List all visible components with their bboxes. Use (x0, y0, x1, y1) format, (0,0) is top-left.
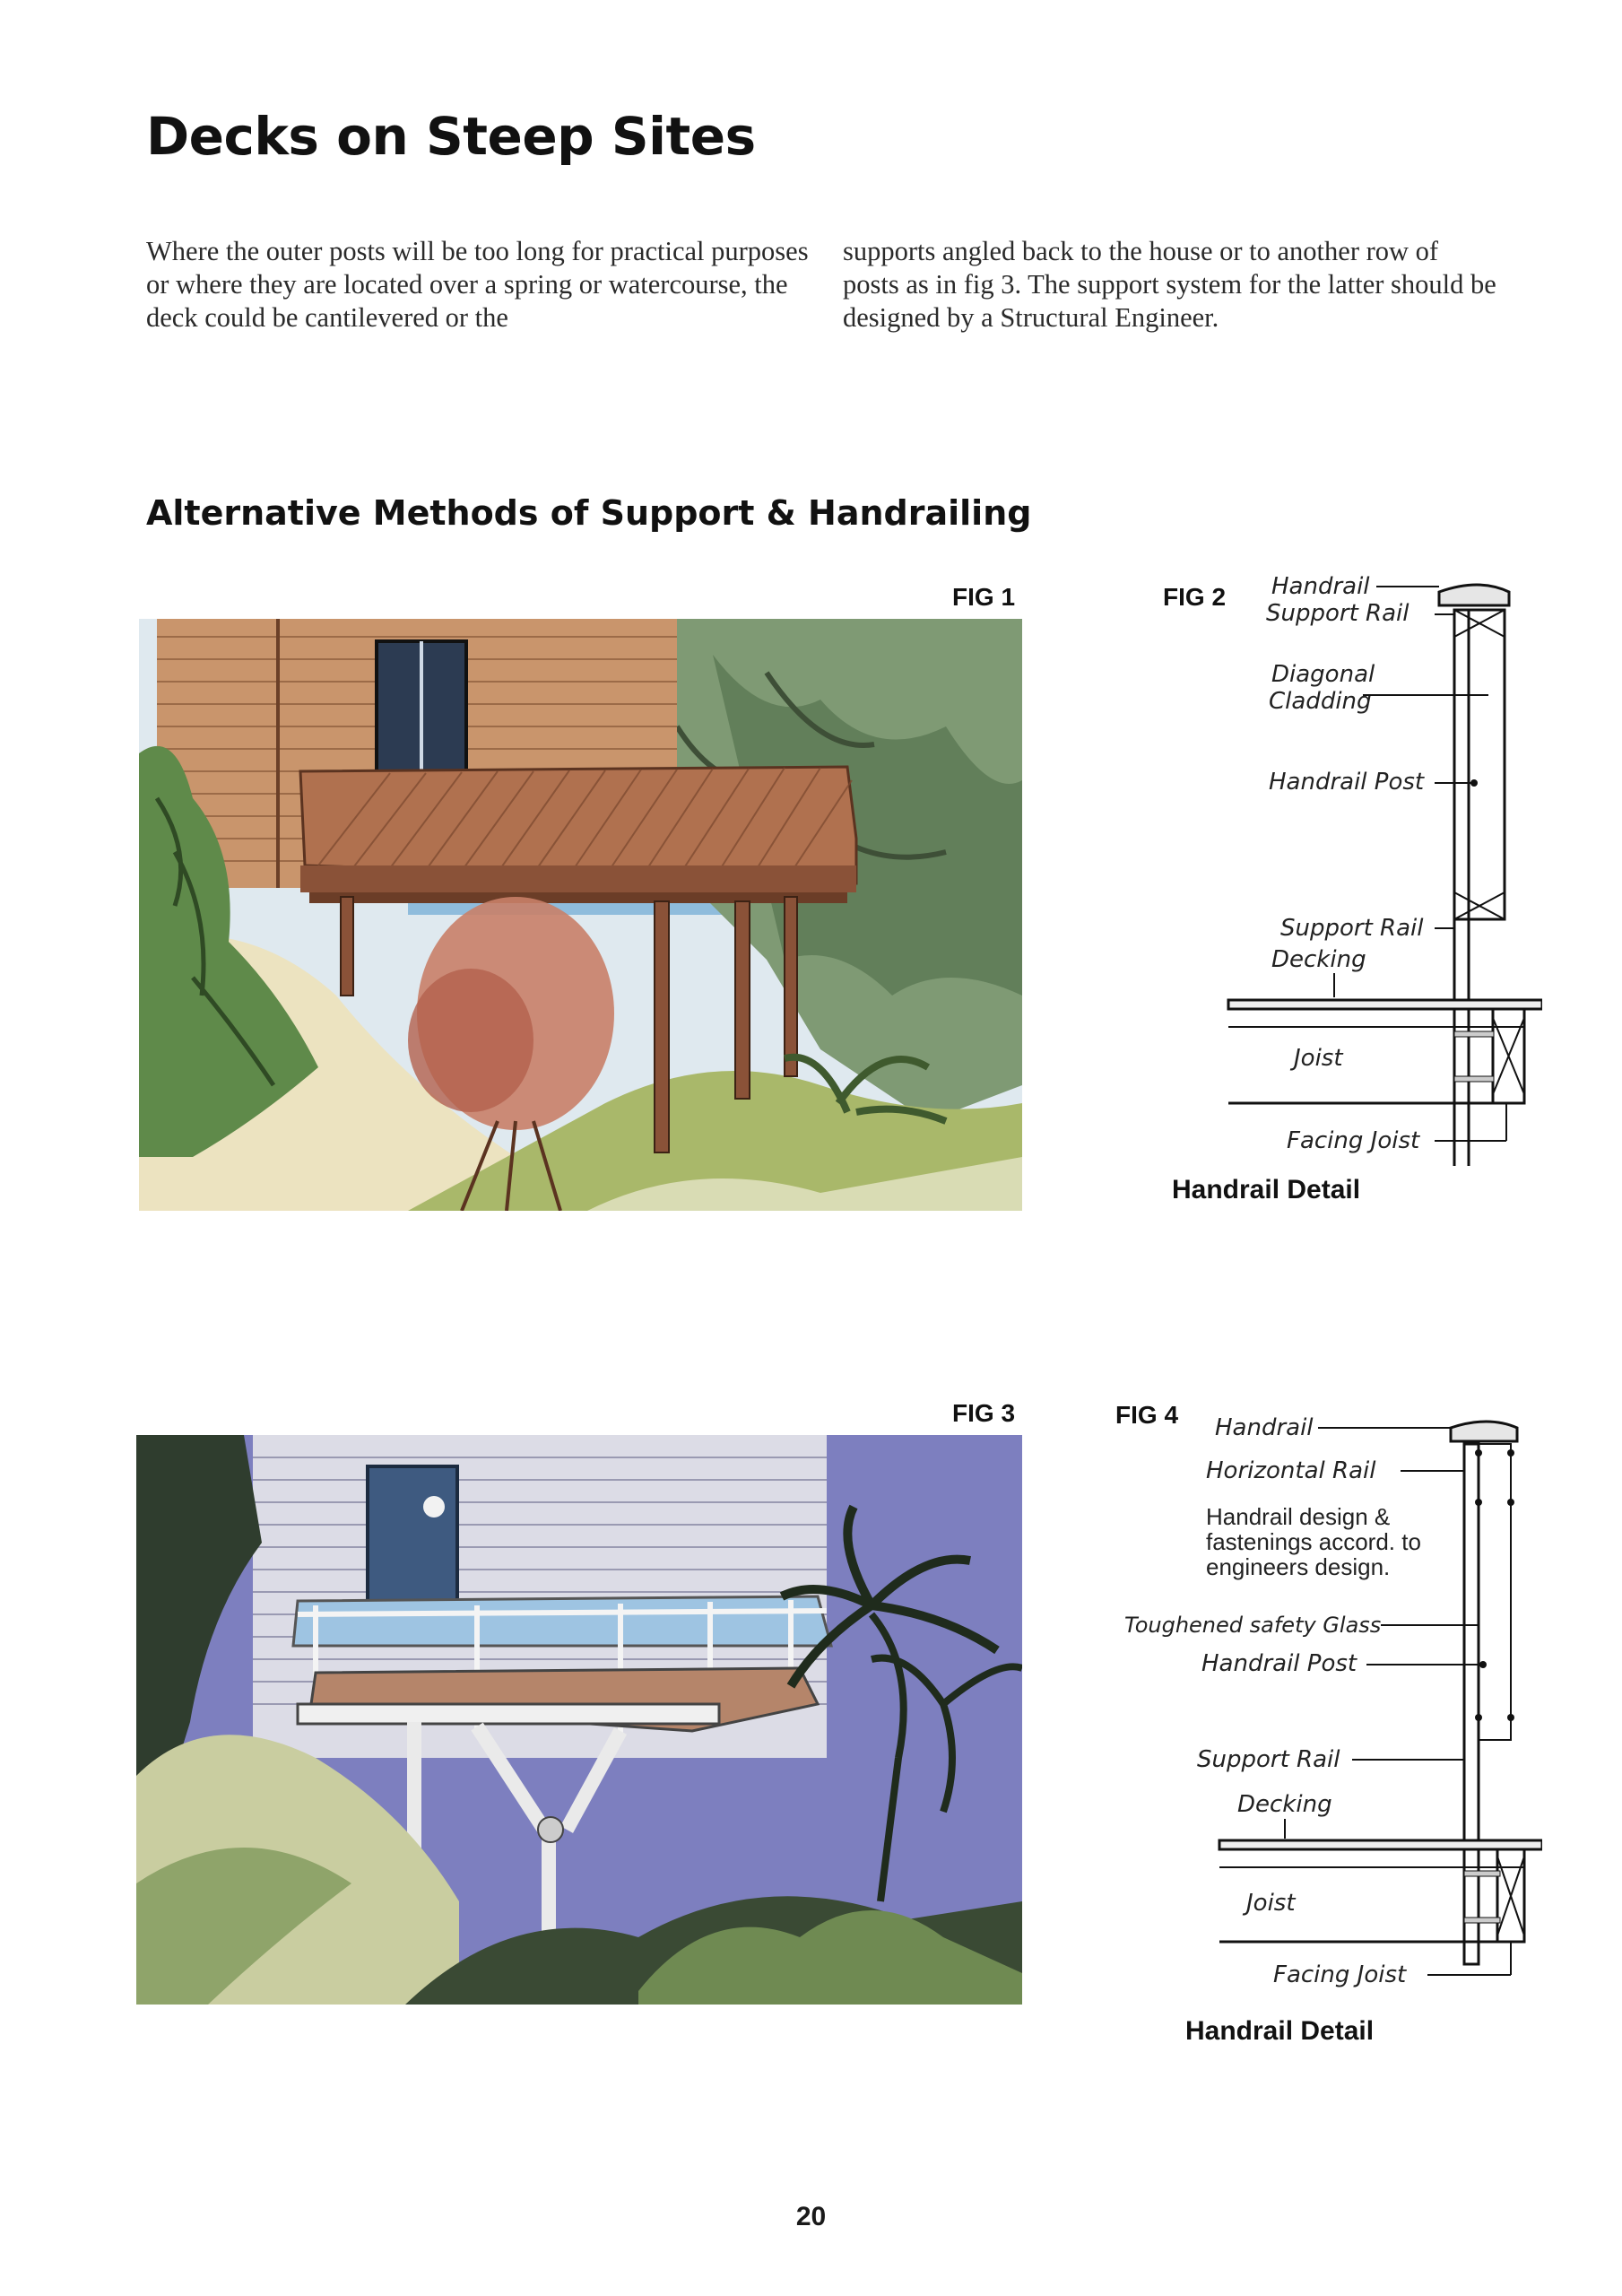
fig4-label-facing-joist: Facing Joist (1273, 1961, 1407, 1988)
fig2-label-facing-joist: Facing Joist (1287, 1127, 1420, 1154)
fig4-label-support-rail: Support Rail (1197, 1746, 1340, 1773)
page-title: Decks on Steep Sites (146, 106, 756, 167)
page-number: 20 (795, 2202, 827, 2231)
fig4-label-joist: Joist (1246, 1890, 1296, 1917)
fig2-label-handrail: Handrail (1271, 573, 1370, 600)
fig2-label-support-rail-bottom: Support Rail (1280, 915, 1424, 942)
fig4-label-handrail-post: Handrail Post (1201, 1650, 1357, 1677)
fig3-label: FIG 3 (952, 1399, 1016, 1427)
fig4-label-horizontal-rail: Horizontal Rail (1206, 1457, 1376, 1484)
fig4-label: FIG 4 (1115, 1401, 1179, 1429)
fig4-handrail-diagram (1112, 1399, 1542, 1991)
fig2-label-cladding: Cladding (1269, 688, 1372, 715)
fig4-label-glass: Toughened safety Glass (1124, 1613, 1382, 1638)
fig1-illustration (139, 619, 1022, 1211)
section-subtitle: Alternative Methods of Support & Handrailing (146, 493, 1032, 533)
fig2-label-decking: Decking (1271, 946, 1366, 973)
fig4-note-line2: fastenings accord. to (1206, 1528, 1421, 1555)
body-text-column-1: Where the outer posts will be too long for practical purposes or where they are located over a spring or watercourse, the deck could be cantilevered or the (146, 236, 809, 333)
fig2-label-support-rail-top: Support Rail (1266, 600, 1409, 627)
fig4-note-line3: engineers design. (1206, 1553, 1391, 1580)
fig4-label-decking: Decking (1237, 1791, 1332, 1818)
body-text-column-2: supports angled back to the house or to another row of posts as in fig 3. The support system for the latter should be designed by a Structural Engineer. (843, 236, 1496, 333)
fig2-caption: Handrail Detail (1172, 1175, 1361, 1205)
fig2-label-diagonal: Diagonal (1271, 661, 1375, 688)
fig2-label: FIG 2 (1163, 583, 1227, 611)
fig2-handrail-diagram (1219, 565, 1542, 1166)
fig2-label-handrail-post: Handrail Post (1269, 769, 1425, 796)
fig4-label-handrail: Handrail (1215, 1414, 1314, 1441)
fig1-label: FIG 1 (952, 583, 1016, 611)
fig4-note-line1: Handrail design & (1206, 1503, 1391, 1530)
fig4-caption: Handrail Detail (1185, 2016, 1375, 2046)
fig3-illustration (136, 1435, 1022, 2005)
fig2-label-joist: Joist (1294, 1045, 1343, 1072)
